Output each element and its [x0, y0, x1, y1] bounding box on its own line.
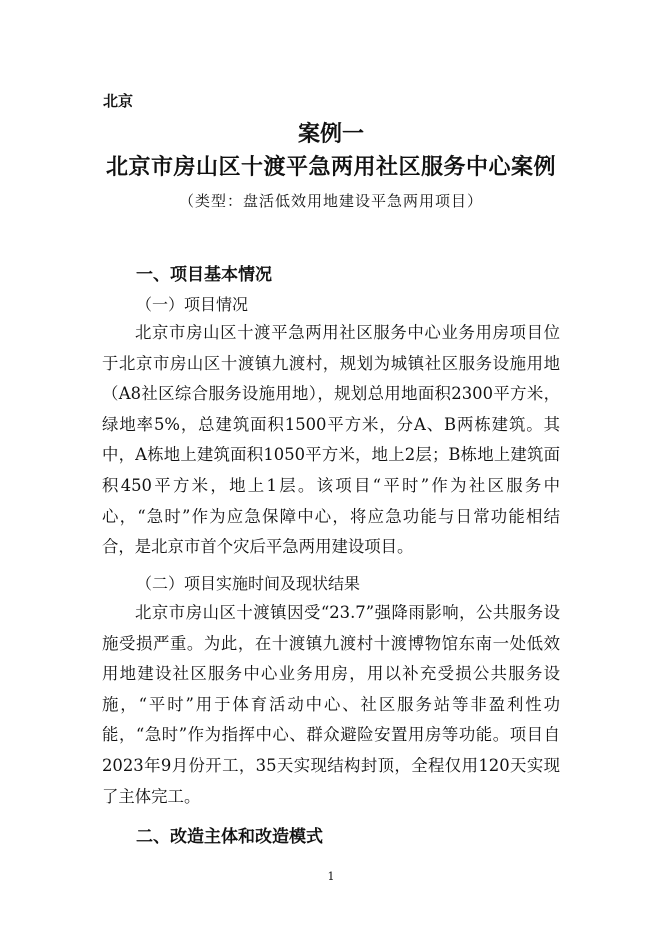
document-title: 北京市房山区十渡平急两用社区服务中心案例 [105, 154, 556, 180]
paragraph-project-timeline: 北京市房山区十渡镇因受“23.7”强降雨影响，公共服务设施受损严重。为此，在十渡镇九渡村十渡博物馆东南一处低效用地建设社区服务中心业务用房，用以补充受损公共服务设施，“平时”用于体育活动中心、社区服务站等非盈利性功能，“急时”作为指挥中心、群众避险安置用房等功能。项目自2023年9月份开工，35天实现结构封顶，全程仅用120天实现了主体完工。 [102, 603, 560, 806]
page-number: 1 [327, 870, 335, 883]
section-heading-1: 一、项目基本情况 [136, 265, 272, 285]
case-type-line: （类型：盘活低效用地建设平急两用项目） [178, 192, 483, 210]
case-number: 案例一 [297, 121, 364, 147]
paragraph-project-overview: 北京市房山区十渡平急两用社区服务中心业务用房项目位于北京市房山区十渡镇九渡村，规划为城镇社区服务设施用地（A8社区综合服务设施用地），规划总用地面积2300平方米，绿地率5%，总建筑面积1500平方米，分A、B两栋建筑。其中，A栋地上建筑面积1050平方米，地上2层；B栋地上建筑面积450平方米，地上1层。该项目“平时”作为社区服务中心，“急时”作为应急保障中心，将应急功能与日常功能相结合，是北京市首个灾后平急两用建设项目。 [102, 323, 560, 557]
section-heading-2: 二、改造主体和改造模式 [136, 827, 323, 847]
subsection-heading-1-1: （一）项目情况 [136, 295, 249, 314]
region-label: 北京 [103, 92, 134, 110]
subsection-heading-1-2: （二）项目实施时间及现状结果 [136, 574, 361, 593]
